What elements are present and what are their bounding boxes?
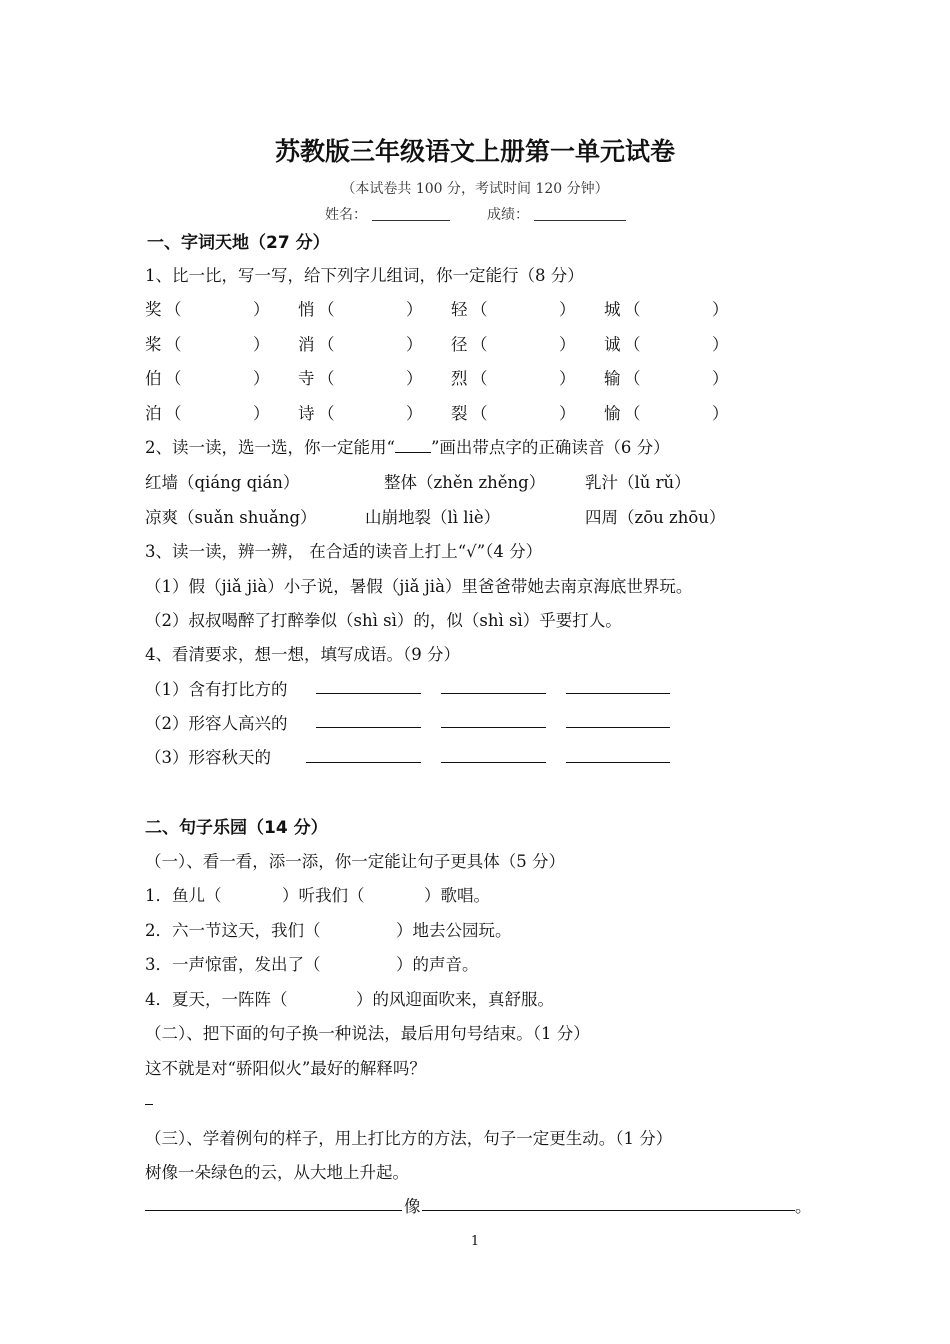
q2-item-2: 整体（zhěn zhěng） — [384, 473, 546, 492]
q1-open-paren: （ — [165, 335, 182, 354]
q1-open-paren: （ — [624, 404, 641, 423]
q4-title: 4、看清要求，想一想，填写成语。（9 分） — [145, 645, 460, 664]
q4-blank[interactable] — [441, 762, 546, 763]
s2-sentence-2-b: ）地去公园玩。 — [396, 921, 512, 940]
q4-item-1: （1）含有打比方的 — [145, 680, 288, 699]
q1-close-paren: ） — [253, 335, 270, 354]
q1-char: 裂 — [451, 404, 468, 423]
q1-open-paren: （ — [165, 369, 182, 388]
q4-blank[interactable] — [306, 762, 421, 763]
q1-open-paren: （ — [471, 300, 488, 319]
q1-char: 伯 — [145, 369, 162, 388]
s2-part-3-title: （三）、学着例句的样子，用上打比方的方法，句子一定更生动。（1 分） — [145, 1129, 673, 1148]
q1-char: 奖 — [145, 300, 162, 319]
q2-item-4: 凉爽（suǎn shuǎng） — [145, 508, 317, 527]
score-field[interactable] — [534, 220, 626, 221]
name-field[interactable] — [372, 220, 450, 221]
q1-open-paren: （ — [471, 335, 488, 354]
name-label: 姓名： — [325, 207, 367, 223]
s2-sentence-1-c: ）歌唱。 — [424, 886, 490, 905]
q1-close-paren: ） — [712, 404, 729, 423]
q4-blank[interactable] — [566, 727, 670, 728]
q1-char: 愉 — [604, 404, 621, 423]
section-2-heading: 二、句子乐园（14 分） — [145, 818, 328, 838]
q1-char: 桨 — [145, 335, 162, 354]
score-label: 成绩： — [487, 207, 529, 223]
q1-open-paren: （ — [624, 369, 641, 388]
q4-blank[interactable] — [566, 762, 670, 763]
q1-close-paren: ） — [253, 404, 270, 423]
end-period: 。 — [795, 1197, 812, 1216]
s2-sentence-4-a: 4．夏天，一阵阵（ — [145, 990, 288, 1009]
q4-blank[interactable] — [316, 727, 421, 728]
q1-open-paren: （ — [471, 404, 488, 423]
q1-char: 寺 — [298, 369, 315, 388]
q1-close-paren: ） — [559, 300, 576, 319]
q2-item-3: 乳汁（lǔ rǔ） — [585, 473, 691, 492]
q1-char: 悄 — [298, 300, 315, 319]
s2-sentence-3-b: ）的声音。 — [396, 955, 479, 974]
q3-line-1: （1）假（jiǎ jià）小子说，暑假（jiǎ jià）里爸爸带她去南京海底世界玩。 — [145, 577, 693, 596]
q1-title: 1、比一比，写一写，给下列字儿组词，你一定能行（8 分） — [145, 266, 584, 285]
q1-close-paren: ） — [406, 300, 423, 319]
s2-sentence-2-a: 2．六一节这天，我们（ — [145, 921, 321, 940]
q1-open-paren: （ — [471, 369, 488, 388]
exam-info: （本试卷共 100 分，考试时间 120 分钟） — [341, 181, 609, 197]
q1-open-paren: （ — [318, 300, 335, 319]
q4-item-2: （2）形容人高兴的 — [145, 714, 288, 733]
q3-line-2: （2）叔叔喝醉了打醉拳似（shì sì）的，似（shì sì）乎要打人。 — [145, 611, 622, 630]
like-word: 像 — [404, 1197, 421, 1216]
q1-char: 烈 — [451, 369, 468, 388]
q1-close-paren: ） — [712, 335, 729, 354]
q1-open-paren: （ — [624, 335, 641, 354]
s2-part-1-title: （一）、看一看，添一添，你一定能让句子更具体（5 分） — [145, 852, 565, 871]
q4-blank[interactable] — [441, 693, 546, 694]
s2-part-3-blank-2[interactable] — [422, 1210, 795, 1211]
q1-close-paren: ） — [253, 369, 270, 388]
q1-close-paren: ） — [559, 369, 576, 388]
q1-close-paren: ） — [559, 404, 576, 423]
s2-sentence-1-a: 1．鱼儿（ — [145, 886, 222, 905]
q1-char: 输 — [604, 369, 621, 388]
q1-char: 消 — [298, 335, 315, 354]
q1-close-paren: ） — [712, 300, 729, 319]
q1-open-paren: （ — [318, 335, 335, 354]
q2-item-5: 山崩地裂（lì liè） — [365, 508, 501, 527]
q1-open-paren: （ — [624, 300, 641, 319]
s2-part-3-blank-1[interactable] — [145, 1210, 402, 1211]
q4-blank[interactable] — [441, 727, 546, 728]
q1-close-paren: ） — [712, 369, 729, 388]
q2-title-b: ”画出带点字的正确读音（6 分） — [430, 438, 670, 457]
q2-title-a: 2、读一读，选一选，你一定能用“ — [145, 438, 395, 457]
q3-title: 3、读一读，辨一辨， 在合适的读音上打上“√”（4 分） — [145, 542, 543, 561]
s2-part-3-example: 树像一朵绿色的云，从大地上升起。 — [145, 1163, 409, 1182]
s2-sentence-4-b: ）的风迎面吹来，真舒服。 — [356, 990, 554, 1009]
q2-item-1: 红墙（qiáng qián） — [145, 473, 300, 492]
q1-open-paren: （ — [165, 300, 182, 319]
q1-close-paren: ） — [406, 404, 423, 423]
s2-part-2-answer-line[interactable] — [145, 1104, 153, 1105]
q4-blank[interactable] — [316, 693, 421, 694]
q2-item-6: 四周（zōu zhōu） — [585, 508, 726, 527]
q2-title — [145, 434, 670, 458]
q1-char: 诗 — [298, 404, 315, 423]
q1-close-paren: ） — [406, 335, 423, 354]
q1-char: 城 — [604, 300, 621, 319]
q4-blank[interactable] — [566, 693, 670, 694]
s2-sentence-1-b: ）听我们（ — [282, 886, 365, 905]
q1-open-paren: （ — [165, 404, 182, 423]
q1-close-paren: ） — [406, 369, 423, 388]
q1-char: 泊 — [145, 404, 162, 423]
q1-open-paren: （ — [318, 404, 335, 423]
q1-char: 径 — [451, 335, 468, 354]
q1-close-paren: ） — [253, 300, 270, 319]
q1-close-paren: ） — [559, 335, 576, 354]
q4-item-3: （3）形容秋天的 — [145, 748, 271, 767]
q1-open-paren: （ — [318, 369, 335, 388]
s2-part-2-sentence: 这不就是对“骄阳似火”最好的解释吗？ — [145, 1059, 426, 1078]
page-number: 1 — [470, 1234, 480, 1249]
q2-underline-sample — [395, 438, 431, 453]
section-1-heading: 一、字词天地（27 分） — [147, 233, 330, 253]
q1-char: 诚 — [604, 335, 621, 354]
s2-part-2-title: （二）、把下面的句子换一种说法，最后用句号结束。（1 分） — [145, 1024, 590, 1043]
page-title: 苏教版三年级语文上册第一单元试卷 — [274, 137, 675, 166]
q1-char: 轻 — [451, 300, 468, 319]
s2-sentence-3-a: 3．一声惊雷，发出了（ — [145, 955, 321, 974]
